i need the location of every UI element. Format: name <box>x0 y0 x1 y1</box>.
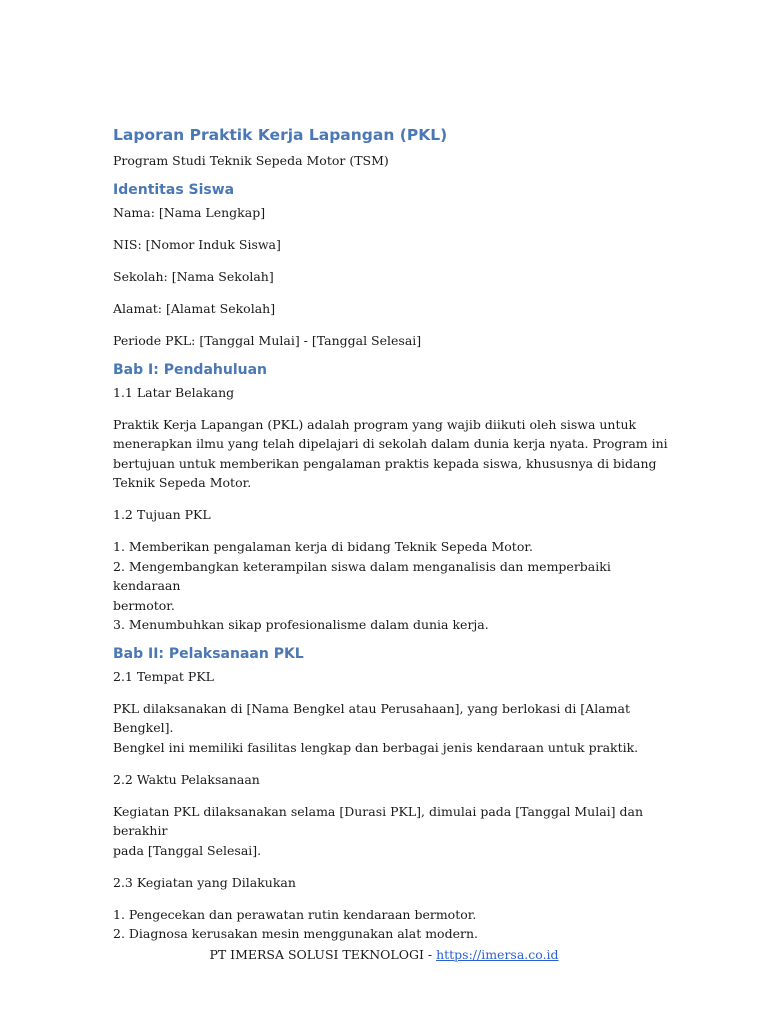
section-heading-bab1: Bab I: Pendahuluan <box>113 361 267 378</box>
list-tujuan <box>113 537 673 635</box>
paragraph-line: PKL dilaksanakan di [Nama Bengkel atau Perusahaan], yang berlokasi di [Alamat Bengkel]. <box>113 700 630 735</box>
paragraph-line: menerapkan ilmu yang telah dipelajari di sekolah dalam dunia kerja nyata. Program ini <box>113 436 668 451</box>
footer-company: PT IMERSA SOLUSI TEKNOLOGI - <box>209 947 437 962</box>
field-sekolah: Sekolah: [Nama Sekolah] <box>113 269 274 284</box>
list-item: 1. Memberikan pengalaman kerja di bidang Teknik Sepeda Motor. <box>113 539 533 554</box>
paragraph-line: Kegiatan PKL dilaksanakan selama [Durasi PKL], dimulai pada [Tanggal Mulai] dan berakhir <box>113 803 644 838</box>
field-alamat: Alamat: [Alamat Sekolah] <box>113 301 276 316</box>
list-item: 3. Menumbuhkan sikap profesionalisme dalam dunia kerja. <box>113 617 489 632</box>
list-item: 1. Pengecekan dan perawatan rutin kendaraan bermotor. <box>113 906 477 922</box>
document-body <box>113 124 673 956</box>
paragraph-latar-belakang <box>113 415 673 493</box>
field-periode: Periode PKL: [Tanggal Mulai] - [Tanggal Selesai] <box>113 333 422 348</box>
paragraph-waktu <box>113 802 673 861</box>
paragraph-line: Bengkel ini memiliki fasilitas lengkap dan berbagai jenis kendaraan untuk praktik. <box>113 739 639 755</box>
paragraph-tempat <box>113 699 673 758</box>
document-subtitle: Program Studi Teknik Sepeda Motor (TSM) <box>113 153 389 168</box>
footer-website-link[interactable]: https://imersa.co.id <box>436 947 559 962</box>
subsection-title-tempat: 2.1 Tempat PKL <box>113 668 214 684</box>
paragraph-line: Teknik Sepeda Motor. <box>113 475 252 490</box>
document-title: Laporan Praktik Kerja Lapangan (PKL) <box>113 126 448 144</box>
list-item: 2. Diagnosa kerusakan mesin menggunakan alat modern. <box>113 926 478 941</box>
field-nama: Nama: [Nama Lengkap] <box>113 205 266 220</box>
subsection-title-tujuan: 1.2 Tujuan PKL <box>113 507 211 522</box>
list-item: bermotor. <box>113 597 175 613</box>
section-heading-identitas: Identitas Siswa <box>113 182 235 198</box>
list-item: 2. Mengembangkan keterampilan siswa dalam menganalisis dan memperbaiki kendaraan <box>113 558 611 593</box>
subsection-title-kegiatan: 2.3 Kegiatan yang Dilakukan <box>113 874 296 890</box>
list-kegiatan <box>113 905 673 944</box>
page-footer <box>0 945 768 964</box>
field-nis: NIS: [Nomor Induk Siswa] <box>113 237 281 252</box>
paragraph-line: Praktik Kerja Lapangan (PKL) adalah program yang wajib diikuti oleh siswa untuk <box>113 416 637 432</box>
paragraph-line: pada [Tanggal Selesai]. <box>113 842 262 858</box>
section-heading-bab2: Bab II: Pelaksanaan PKL <box>113 645 304 662</box>
subsection-title-latar-belakang: 1.1 Latar Belakang <box>113 384 235 400</box>
subsection-title-waktu: 2.2 Waktu Pelaksanaan <box>113 771 260 787</box>
paragraph-line: bertujuan untuk memberikan pengalaman praktis kepada siswa, khususnya di bidang <box>113 455 657 471</box>
